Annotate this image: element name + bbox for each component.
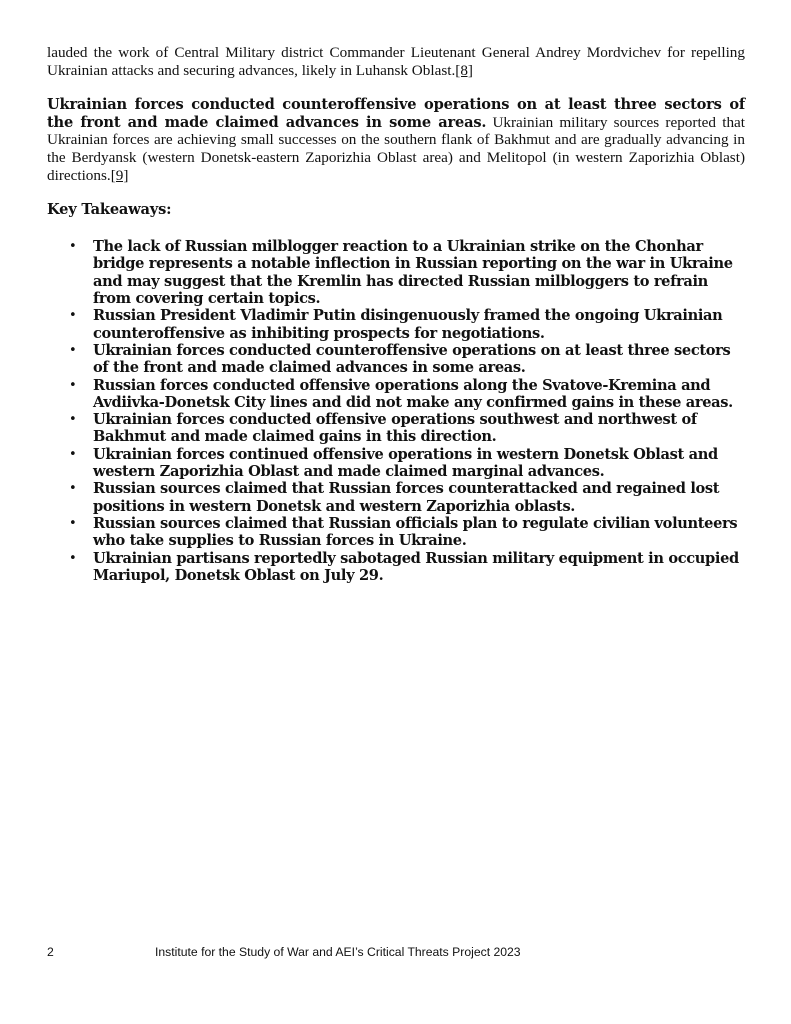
bullet-icon: • [69, 412, 77, 428]
page-footer [47, 945, 747, 963]
bullet-icon: • [69, 550, 77, 566]
list-item: • Russian forces conducted offensive operations along the Svatove-Kremina and Avdiivka-Donetsk City lines and did not make any confirmed gains in these areas. [69, 376, 733, 411]
bullet-icon: • [69, 446, 77, 462]
paragraph-text: Ukrainian military sources reported that Ukrainian forces are achieving small successes on the southern flank of Bakhmut and are gradually advancing in the Berdyansk (western Donetsk-eastern Zaporizhia Oblast area) and Melitopol (in western Zaporizhia Oblast) directions. [47, 113, 745, 184]
paragraph-continuation [47, 44, 745, 79]
takeaways-list [47, 238, 745, 584]
paragraph-counteroffensive [47, 96, 745, 184]
paragraph-lead: Ukrainian forces conducted counteroffensive operations on at least three sectors of the front and made claimed advances in some areas. [47, 96, 745, 131]
list-item: • Ukrainian forces conducted counteroffensive operations on at least three sectors of the front and made claimed advances in some areas. [69, 341, 731, 377]
list-item: • Russian sources claimed that Russian forces counterattacked and regained lost positions in western Donetsk and western Zaporizhia oblasts. [69, 480, 720, 515]
paragraph-text: lauded the work of Central Military district Commander Lieutenant General Andrey Mordvichev for repelling Ukrainian attacks and securing advances, likely in Luhansk Oblast. [47, 44, 745, 79]
page-number: 2 [47, 945, 54, 959]
footer-text: Institute for the Study of War and AEI’s Critical Threats Project 2023 [155, 945, 521, 959]
list-item: • The lack of Russian milblogger reaction to a Ukrainian strike on the Chonhar bridge represents a notable inflection in Russian reporting on the war in Ukraine and may suggest that the Kremlin has directed Russian milbloggers to refrain from covering certain topics. [69, 238, 733, 308]
footnote-link-9[interactable]: [9] [110, 166, 129, 184]
key-takeaways-heading: Key Takeaways: [47, 201, 172, 219]
list-item: • Russian President Vladimir Putin disingenuously framed the ongoing Ukrainian counteroffensive as inhibiting prospects for negotiations. [69, 307, 723, 342]
list-item: • Ukrainian forces conducted offensive operations southwest and northwest of Bakhmut and made claimed gains in this direction. [69, 411, 697, 446]
list-item: • Russian sources claimed that Russian officials plan to regulate civilian volunteers who take supplies to Russian forces in Ukraine. [69, 514, 738, 550]
bullet-icon: • [69, 342, 77, 358]
list-item: • Ukrainian forces continued offensive operations in western Donetsk Oblast and western Zaporizhia Oblast and made claimed marginal advances. [69, 445, 718, 481]
list-item: • Ukrainian partisans reportedly sabotaged Russian military equipment in occupied Mariupol, Donetsk Oblast on July 29. [69, 549, 739, 584]
bullet-icon: • [69, 308, 77, 324]
bullet-icon: • [69, 481, 77, 497]
bullet-icon: • [69, 515, 77, 531]
footnote-link-8[interactable]: [8] [455, 61, 473, 79]
bullet-icon: • [69, 239, 77, 255]
document-body [47, 44, 745, 584]
bullet-icon: • [69, 377, 77, 393]
